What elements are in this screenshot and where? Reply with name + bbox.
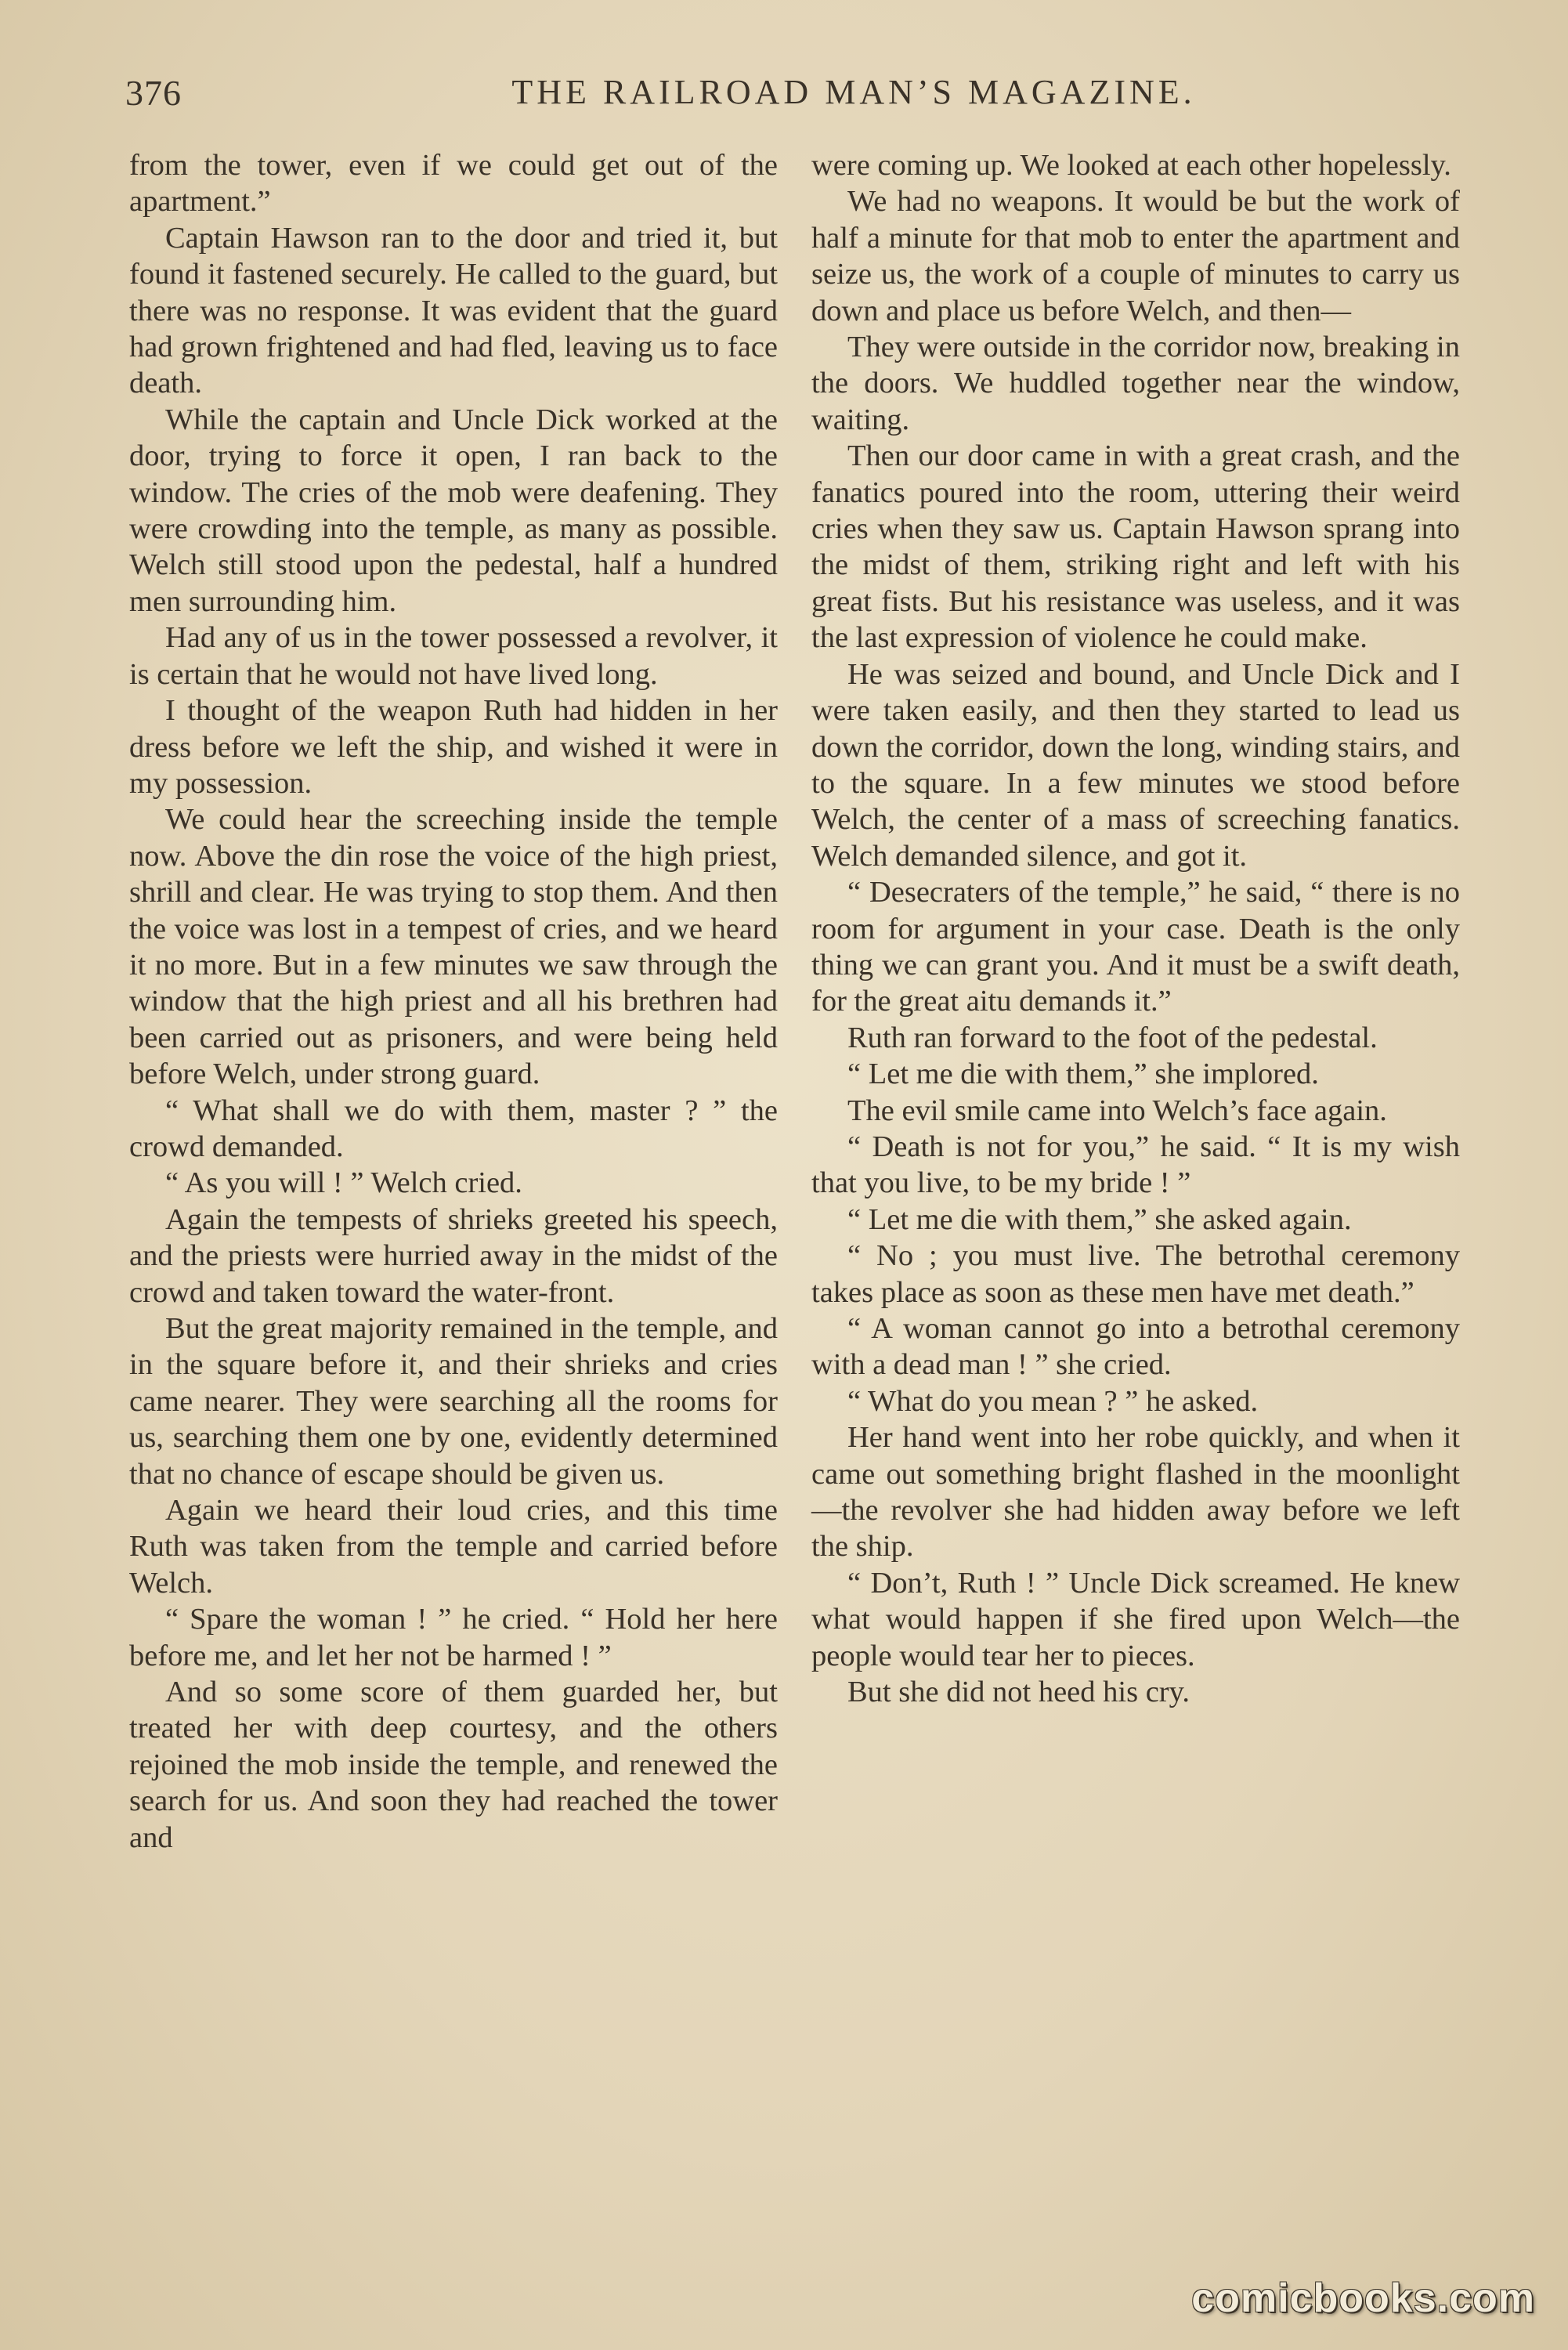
- paragraph: And so some score of them guarded her, but treated her with deep courtesy, and the others rejoined the mob inside the temple, and renewed the search for us. And soon they had reached the tower and: [129, 1676, 778, 1854]
- paragraph: Then our door came in with a great crash, and the fanatics poured into the room, uttering their weird cries when they saw us. Captain Hawson sprang into the midst of them, striking right and left with his great fists. But his resistance was useless, and it was the last expression of violence he could make.: [811, 439, 1460, 655]
- paragraph: “ Death is not for you,” he said. “ It is my wish that you live, to be my bride ! ”: [811, 1130, 1460, 1200]
- running-title: THE RAILROAD MAN’S MAGAZINE.: [511, 73, 1196, 111]
- paragraph: Ruth ran forward to the foot of the pedestal.: [847, 1021, 1378, 1054]
- paragraph: He was seized and bound, and Uncle Dick and I were taken easily, and then they started to lead us down the corridor, down the long, winding stairs, and to the square. In a few minutes we stood before Welch, the center of a mass of screeching fanatics. Welch demanded silence, and got it.: [811, 657, 1460, 873]
- paragraph: “ What shall we do with them, master ? ” the crowd demanded.: [129, 1094, 778, 1163]
- paragraph: They were outside in the corridor now, breaking in the doors. We huddled together near the window, waiting.: [811, 331, 1460, 436]
- paragraph: Captain Hawson ran to the door and tried it, but found it fastened securely. He called to the guard, but there was no response. It was evident that the guard had grown frightened and had fled, leaving us to face death.: [129, 221, 778, 400]
- page-header: [125, 72, 1457, 119]
- paragraph: “ Let me die with them,” she asked again.: [847, 1202, 1352, 1236]
- paragraph: were coming up. We looked at each other hopelessly.: [811, 149, 1451, 182]
- paragraph: “ No ; you must live. The betrothal ceremony takes place as soon as these men have met death.”: [811, 1239, 1460, 1309]
- paragraph: “ Let me die with them,” she implored.: [847, 1058, 1319, 1091]
- paragraph: Again we heard their loud cries, and this time Ruth was taken from the temple and carried before Welch.: [129, 1494, 778, 1600]
- paragraph: Had any of us in the tower possessed a revolver, it is certain that he would not have lived long.: [129, 621, 778, 691]
- paragraph: We could hear the screeching inside the temple now. Above the din rose the voice of the high priest, shrill and clear. He was trying to stop them. And then the voice was lost in a tempest of cries, and we heard it no more. But in a few minutes we saw through the window that the high priest and all his brethren had been carried out as prisoners, and were being held before Welch, under strong guard.: [129, 803, 778, 1091]
- paragraph: But the great majority remained in the temple, and in the square before it, and their shrieks and cries came nearer. They were searching all the rooms for us, searching them one by one, evidently determined that no chance of escape should be given us.: [129, 1312, 778, 1491]
- paragraph: “ As you will ! ” Welch cried.: [165, 1166, 522, 1200]
- paragraph: The evil smile came into Welch’s face again.: [847, 1094, 1387, 1127]
- page-number: 376: [125, 73, 182, 113]
- site-watermark: comicbooks.com: [1191, 2276, 1535, 2321]
- right-column: [811, 147, 1460, 1710]
- paragraph: “ Spare the woman ! ” he cried. “ Hold her here before me, and let her not be harmed ! ”: [129, 1603, 778, 1672]
- paragraph: Her hand went into her robe quickly, and when it came out something bright flashed in the moonlight—the revolver she had hidden away before we left the ship.: [811, 1421, 1460, 1564]
- paragraph: “ What do you mean ? ” he asked.: [847, 1384, 1259, 1418]
- paragraph: from the tower, even if we could get out of the apartment.”: [129, 149, 778, 219]
- paragraph: “ A woman cannot go into a betrothal ceremony with a dead man ! ” she cried.: [811, 1312, 1460, 1382]
- paragraph: Again the tempests of shrieks greeted his speech, and the priests were hurried away in the midst of the crowd and taken toward the water-front.: [129, 1202, 778, 1309]
- paragraph: I thought of the weapon Ruth had hidden in her dress before we left the ship, and wished it were in my possession.: [129, 694, 778, 800]
- paragraph: While the captain and Uncle Dick worked at the door, trying to force it open, I ran back to the window. The cries of the mob were deafening. They were crowding into the temple, as many as possible. Welch still stood upon the pedestal, half a hundred men surrounding him.: [129, 403, 778, 618]
- left-column: [129, 147, 778, 1856]
- paragraph: But she did not heed his cry.: [847, 1676, 1190, 1709]
- paragraph: We had no weapons. It would be but the work of half a minute for that mob to enter the apartment and seize us, the work of a couple of minutes to carry us down and place us before Welch, and then—: [811, 185, 1460, 327]
- paragraph: “ Don’t, Ruth ! ” Uncle Dick screamed. He knew what would happen if she fired upon Welch—the people would tear her to pieces.: [811, 1566, 1460, 1672]
- paragraph: “ Desecraters of the temple,” he said, “ there is no room for argument in your case. Death is the only thing we can grant you. And it must be a swift death, for the great aitu demands it.”: [811, 876, 1460, 1018]
